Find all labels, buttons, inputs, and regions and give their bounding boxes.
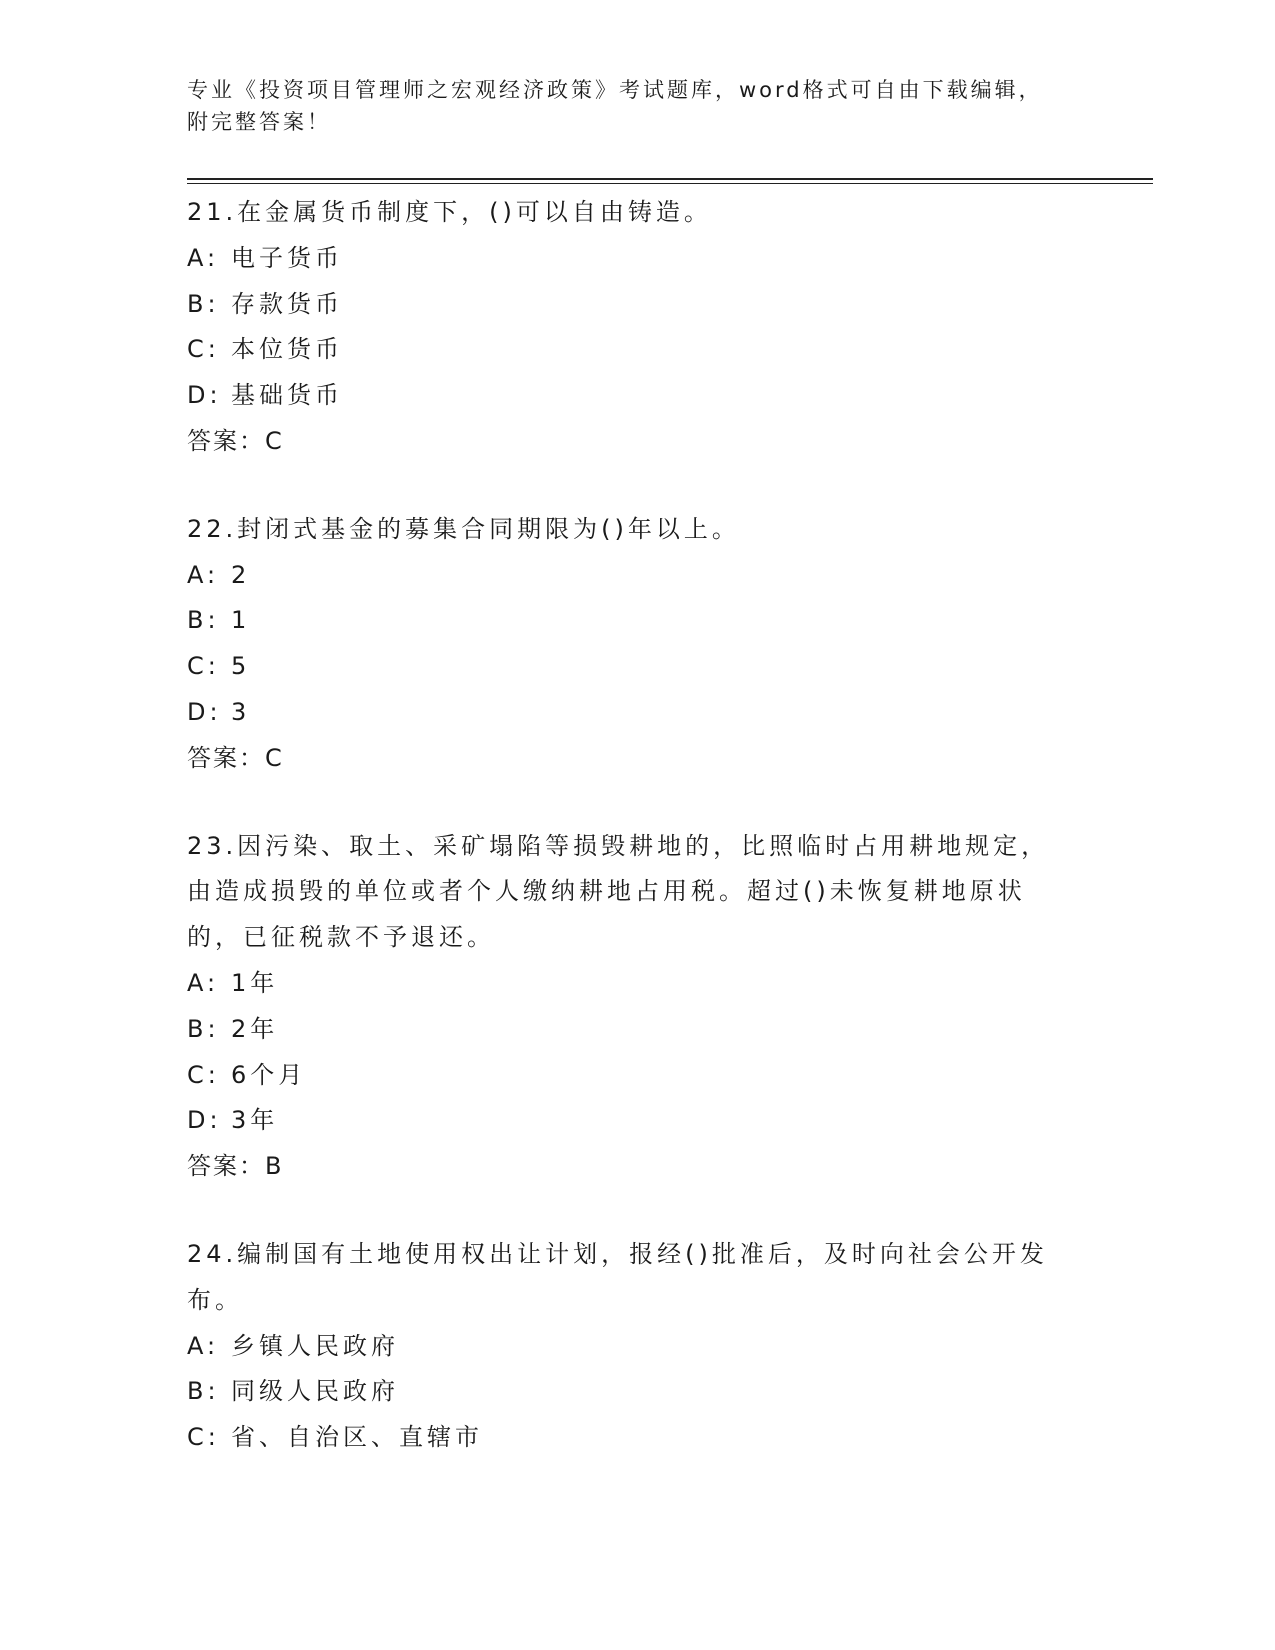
option-letter: A: (187, 243, 220, 272)
option-letter: C: (187, 1423, 220, 1452)
option-letter: B: (187, 1014, 220, 1043)
option-d (187, 1098, 1087, 1144)
question-stem (187, 1232, 1087, 1324)
option-letter: C: (187, 1060, 220, 1089)
option-text: 6个月 (231, 1060, 307, 1089)
question-item (187, 1232, 1087, 1461)
option-text: 同级人民政府 (231, 1377, 399, 1406)
header-intro-line-2: 附完整答案！ (187, 110, 331, 134)
option-letter: C: (187, 652, 220, 681)
option-d (187, 690, 1087, 736)
question-list (187, 190, 1087, 1503)
question-item (187, 507, 1087, 782)
option-letter: B: (187, 606, 220, 635)
option-text: 省、自治区、直辖市 (231, 1423, 483, 1452)
option-letter: A: (187, 560, 220, 589)
answer-line: 答案：B (187, 1152, 284, 1181)
option-b (187, 598, 1087, 644)
option-a (187, 1324, 1087, 1370)
question-stem-line: 布。 (187, 1285, 243, 1314)
document-header (187, 74, 1087, 138)
question-stem-line: 的，已征税款不予退还。 (187, 923, 495, 952)
header-divider-thin (187, 183, 1153, 184)
answer-line: 答案：C (187, 743, 284, 772)
option-letter: A: (187, 968, 220, 997)
option-letter: C: (187, 335, 220, 364)
option-letter: A: (187, 1331, 220, 1360)
question-item (187, 190, 1087, 465)
option-text: 3年 (231, 1106, 279, 1135)
question-stem-line: 23.因污染、取土、采矿塌陷等损毁耕地的，比照临时占用耕地规定， (187, 831, 1050, 860)
option-letter: D: (187, 697, 222, 726)
option-c (187, 1053, 1087, 1099)
question-item (187, 824, 1087, 1190)
option-text: 1年 (231, 968, 279, 997)
question-stem (187, 190, 1087, 236)
option-b (187, 282, 1087, 328)
option-letter: B: (187, 1377, 220, 1406)
question-stem-line: 22.封闭式基金的募集合同期限为()年以上。 (187, 514, 740, 543)
option-b (187, 1007, 1087, 1053)
option-c (187, 327, 1087, 373)
option-c (187, 644, 1087, 690)
option-a (187, 961, 1087, 1007)
header-divider-thick (187, 178, 1153, 180)
option-text: 本位货币 (231, 335, 343, 364)
question-stem-line: 21.在金属货币制度下，()可以自由铸造。 (187, 198, 712, 226)
option-text: 存款货币 (231, 289, 343, 318)
option-letter: D: (187, 381, 222, 410)
option-c (187, 1415, 1087, 1461)
option-text: 乡镇人民政府 (231, 1331, 399, 1360)
question-stem (187, 507, 1087, 553)
option-text: 2 (231, 560, 251, 589)
question-stem-line: 24.编制国有土地使用权出让计划，报经()批准后，及时向社会公开发 (187, 1239, 1048, 1268)
option-a (187, 553, 1087, 599)
option-letter: D: (187, 1106, 222, 1135)
option-letter: B: (187, 289, 220, 318)
option-d (187, 373, 1087, 419)
option-text: 基础货币 (231, 381, 343, 410)
answer-line: 答案：C (187, 426, 284, 455)
question-stem-line: 由造成损毁的单位或者个人缴纳耕地占用税。超过()未恢复耕地原状 (187, 877, 1026, 906)
option-text: 3 (231, 697, 251, 726)
option-a (187, 236, 1087, 282)
option-text: 2年 (231, 1014, 279, 1043)
option-b (187, 1369, 1087, 1415)
question-stem (187, 824, 1087, 961)
option-text: 1 (231, 606, 251, 635)
option-text: 电子货币 (231, 243, 343, 272)
header-intro-line-1: 专业《投资项目管理师之宏观经济政策》考试题库，word格式可自由下载编辑， (187, 78, 1043, 102)
option-text: 5 (231, 652, 251, 681)
